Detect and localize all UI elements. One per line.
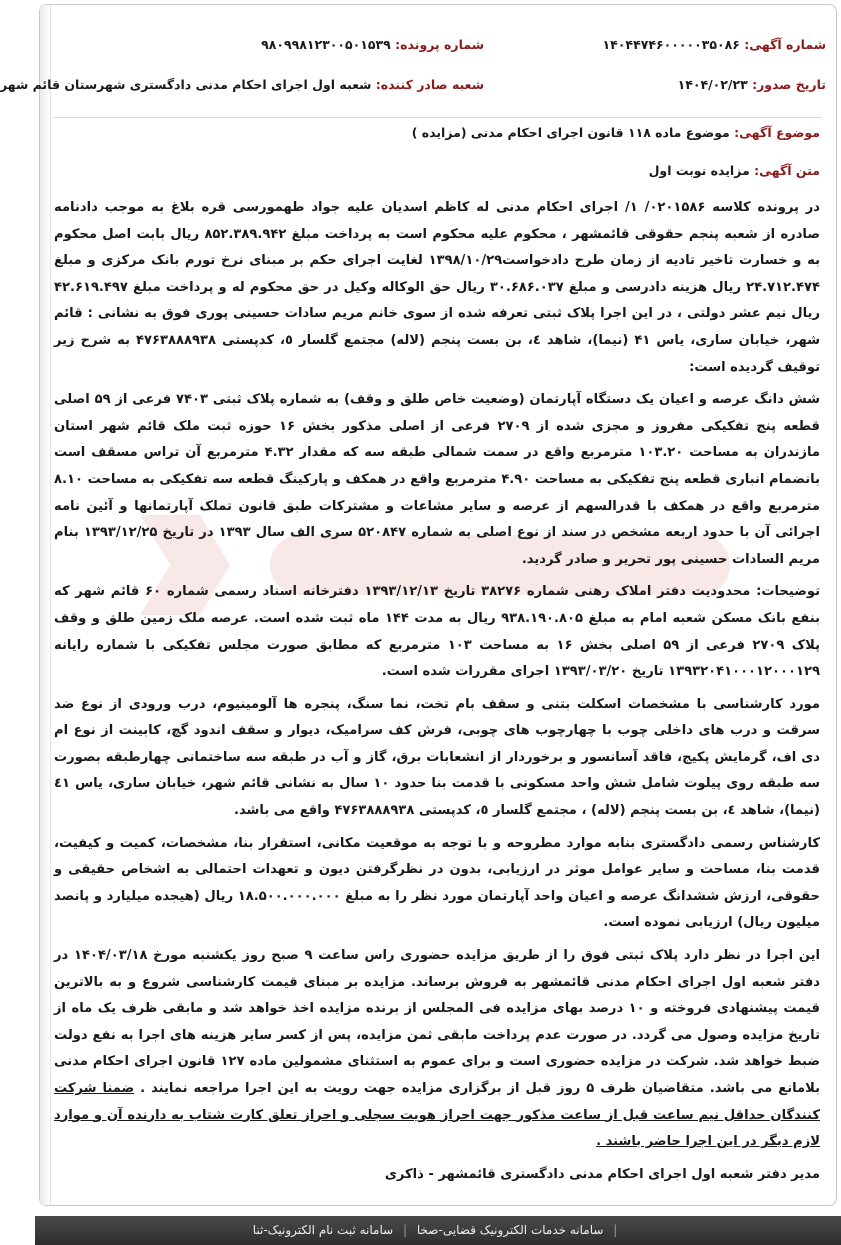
subject-label: موضوع آگهی: [734, 125, 820, 140]
case-number-label: شماره پرونده: [395, 37, 484, 52]
case-number: ۹۸۰۹۹۸۱۲۳۰۰۵۰۱۵۳۹ [261, 37, 391, 52]
issue-date-row [678, 77, 826, 92]
paragraph-case: در پرونده کلاسه ۰۲۰۱۵۸۶/ ۱/ اجرای احکام مدنی له کاظم اسدیان علیه جواد طهمورسی قره بلاغ به موجب دادنامه صادره از شعبه پنجم حقوقی قائمشهر ، محکوم علیه محکوم است به پرداخت مبلغ ۸۵۲.۳۸۹.۹۴۲ ریال بابت اصل محکوم به و خسارت تاخیر تادیه از زمان طرح دادخواست۱۳۹۸/۱۰/۲۹ لغایت اجرای حکم بر مبنای نرخ تورم بانک مرکزی و مبلغ ۲۴.۷۱۲.۴۷۴ ریال هزینه دادرسی و مبلغ ۳۰.۶۸۶.۰۳۷ ریال حق الوکاله وکیل در حق محکوم له و پرداخت مبلغ ۴۲.۶۱۹.۴۹۷ ریال نیم عشر دولتی ، در این اجرا پلاک ثبتی تعرفه شده از سوی خانم مریم سادات حسینی پوری فوق به نشانی : قائم شهر، خیابان ساری، یاس ۴۱ (نیما)، شاهد ٤، بن بست پنجم (لاله) مجتمع گلسار ٥، کدپستی ۴۷۶۳۸۸۸۹۳۸ به شرح زیر توقیف گردیده است: [54, 200, 821, 375]
notice-frame [0, 4, 837, 1206]
issuer-row [0, 77, 484, 92]
paragraph-valuation: کارشناس رسمی دادگستری بنابه موارد مطروحه و با توجه به موقعیت مکانی، استقرار بنا، مشخصات، کمیت و کیفیت، قدمت بنا، مساحت و سایر عوامل موثر در ارزیابی، بدون در نظرگرفتن دیون و تعهدات احتمالی به اشخاص حقیقی و حقوقی، ارزش ششدانگ عرصه و اعیان واحد آپارتمان مورد نظر را به مبلغ ۱۸.۵۰۰.۰۰۰.۰۰۰ ریال (هیجده میلیارد و پانصد میلیون ریال) ارزیابی نموده است. [54, 835, 820, 931]
text-title-row [56, 163, 820, 178]
footer-link-sana[interactable]: سامانه ثبت نام الکترونیک-ثنا [252, 1223, 394, 1237]
notice-body [54, 195, 820, 1194]
ad-number: ۱۴۰۴۴۷۴۶۰۰۰۰۰۳۵۰۸۶ [602, 37, 740, 52]
text-label: متن آگهی: [754, 163, 820, 178]
case-number-row [261, 37, 484, 52]
subject: موضوع ماده ۱۱۸ قانون اجرای احکام مدنی (مزایده ) [411, 125, 730, 140]
ad-number-row [603, 37, 826, 52]
signature: مدیر دفتر شعبه اول اجرای احکام مدنی دادگستری قائمشهر - ذاکری [384, 1166, 820, 1182]
issuer-label: شعبه صادر کننده: [375, 77, 484, 92]
paragraph-notes: توضیحات: محدودیت دفتر املاک رهنی شماره ۳۸۲۷۶ تاریخ ۱۳۹۳/۱۲/۱۳ دفترخانه اسناد رسمی شماره ۶۰ قائم شهر که بنفع بانک مسکن شعبه امام به مبلغ ۹۳۸.۱۹۰.۸۰۵ ریال به مدت ۱۴۴ ماه ثبت شده است. عرصه ملک زمین طلق و وقف پلاک ۲۷۰۹ فرعی از ۵۹ اصلی بخش ۱۶ به مساحت ۱۰۳ مترمربع که مطابق صورت مجلس تفکیکی با شماره رایانه ۱۳۹۳۲۰۴۱۰۰۰۱۲۰۰۰۱۲۹ تاریخ ۱۳۹۳/۰۳/۲۰ اجرای مقررات شده است. [54, 584, 820, 680]
issuer: شعبه اول اجرای احکام مدنی دادگستری شهرستان قائم شهر [0, 77, 372, 92]
issue-date-label: تاریخ صدور: [752, 77, 826, 92]
issue-date: ۱۴۰۴/۰۲/۲۳ [677, 77, 748, 92]
subject-row [56, 125, 820, 140]
ad-number-label: شماره آگهی: [744, 37, 826, 52]
paragraph-property: شش دانگ عرصه و اعیان یک دستگاه آپارتمان (وضعیت خاص طلق و وقف) به شماره پلاک ثبتی ۷۴۰۳ فرعی از ۵۹ اصلی قطعه پنج تفکیکی مفروز و مجزی شده از ۲۷۰۹ فرعی از اصلی مذکور بخش ۱۶ حوزه ثبت ملک قائم شهر استان مازندران به مساحت ۱۰۳.۲۰ مترمربع واقع در سمت شمالی طبقه سه که مقدار ۴.۳۲ مترمربع آن تراس مسقف است بانضمام انباری قطعه پنج تفکیکی به مساحت ۴.۹۰ مترمربع واقع در همکف و پارکینگ قطعه سه تفکیکی به مساحت ۸.۱۰ مترمربع واقع در همکف با قدرالسهم از عرصه و سایر مشاعات و مشترکات طبق قانون تملک آپارتمانها و آئین نامه اجرائی آن با حدود اربعه مشخص در سند از نوع اصلی به شماره ۵۲۰۸۴۷ سری الف سال ۱۳۹۳ در تاریخ ۱۳۹۳/۱۲/۲۵ بنام مریم السادات حسینی پور تحریر و صادر گردید. [54, 392, 821, 567]
text-title: مزایده نوبت اول [648, 163, 750, 178]
footer-edge-mark: | [613, 1223, 618, 1237]
footer-bar [35, 1216, 841, 1245]
footer-link-sakha[interactable]: سامانه خدمات الکترونیک قضایی-صخا [416, 1223, 604, 1237]
notice-header [0, 19, 830, 111]
paragraph-auction [54, 943, 820, 1156]
auction-terms: این اجرا در نظر دارد پلاک ثبتی فوق را از طریق مزایده حضوری راس ساعت ۹ صبح روز یکشنبه مورخ ۱۴۰۴/۰۳/۱۸ در دفتر شعبه اول اجرای احکام مدنی قائمشهر به فروش برساند. مزایده بر مبنای قیمت کارشناسی شروع و به بالاترین قیمت پیشنهادی فروخته و ۱۰ درصد بهای مزایده فی المجلس از برنده مزایده اخذ خواهد شد و مابقی ظرف یک ماه از تاریخ مزایده وصول می گردد. در صورت عدم پرداخت مابقی ثمن مزایده، پس از کسر سایر هزینه های اجرا به نفع دولت ضبط خواهد شد. شرکت در مزایده حضوری است و برای عموم به استثنای مشمولین ماده ۱۲۷ قانون اجرای احکام مدنی بلامانع می باشد. متقاضیان ظرف ۵ روز قبل از برگزاری مزایده جهت رویت به این اجرا مراجعه نمایند . [54, 948, 820, 1096]
paragraph-specs: مورد کارشناسی با مشخصات اسکلت بتنی و سقف بام تخت، نما سنگ، پنجره ها آلومینیوم، درب ورودی از نوع ضد سرقت و درب های داخلی چوب با چهارچوب های چوبی، فرش کف سرامیک، دیوار و سقف اندود گچ، کابینت از نوع ام دی اف، گرمایش پکیج، فاقد آسانسور و برخوردار از انشعابات برق، گاز و آب در طبقه سه ساختمانی چهارطبقه بصورت سه طبقه روی پیلوت شامل شش واحد مسکونی با قدمت بنا حدود ۱۰ سال به نشانی قائم شهر، خیابان ساری، یاس ٤١ (نیما)، شاهد ٤، بن بست پنجم (لاله) ، مجتمع گلسار ٥، کدپستی ۴۷۶۳۸۸۸۹۳۸ واقع می باشد. [54, 696, 820, 819]
header-divider [54, 117, 822, 118]
attendance-note: ضمنا شرکت کنندگان حداقل نیم ساعت قبل از ساعت مذکور جهت احراز هویت سجلی و احراز تعلق کارت شتاب به دارنده آن و موارد لازم دیگر در این اجرا حاضر باشند . [54, 1081, 820, 1150]
side-strip [40, 5, 51, 1205]
footer-divider: | [403, 1223, 408, 1237]
